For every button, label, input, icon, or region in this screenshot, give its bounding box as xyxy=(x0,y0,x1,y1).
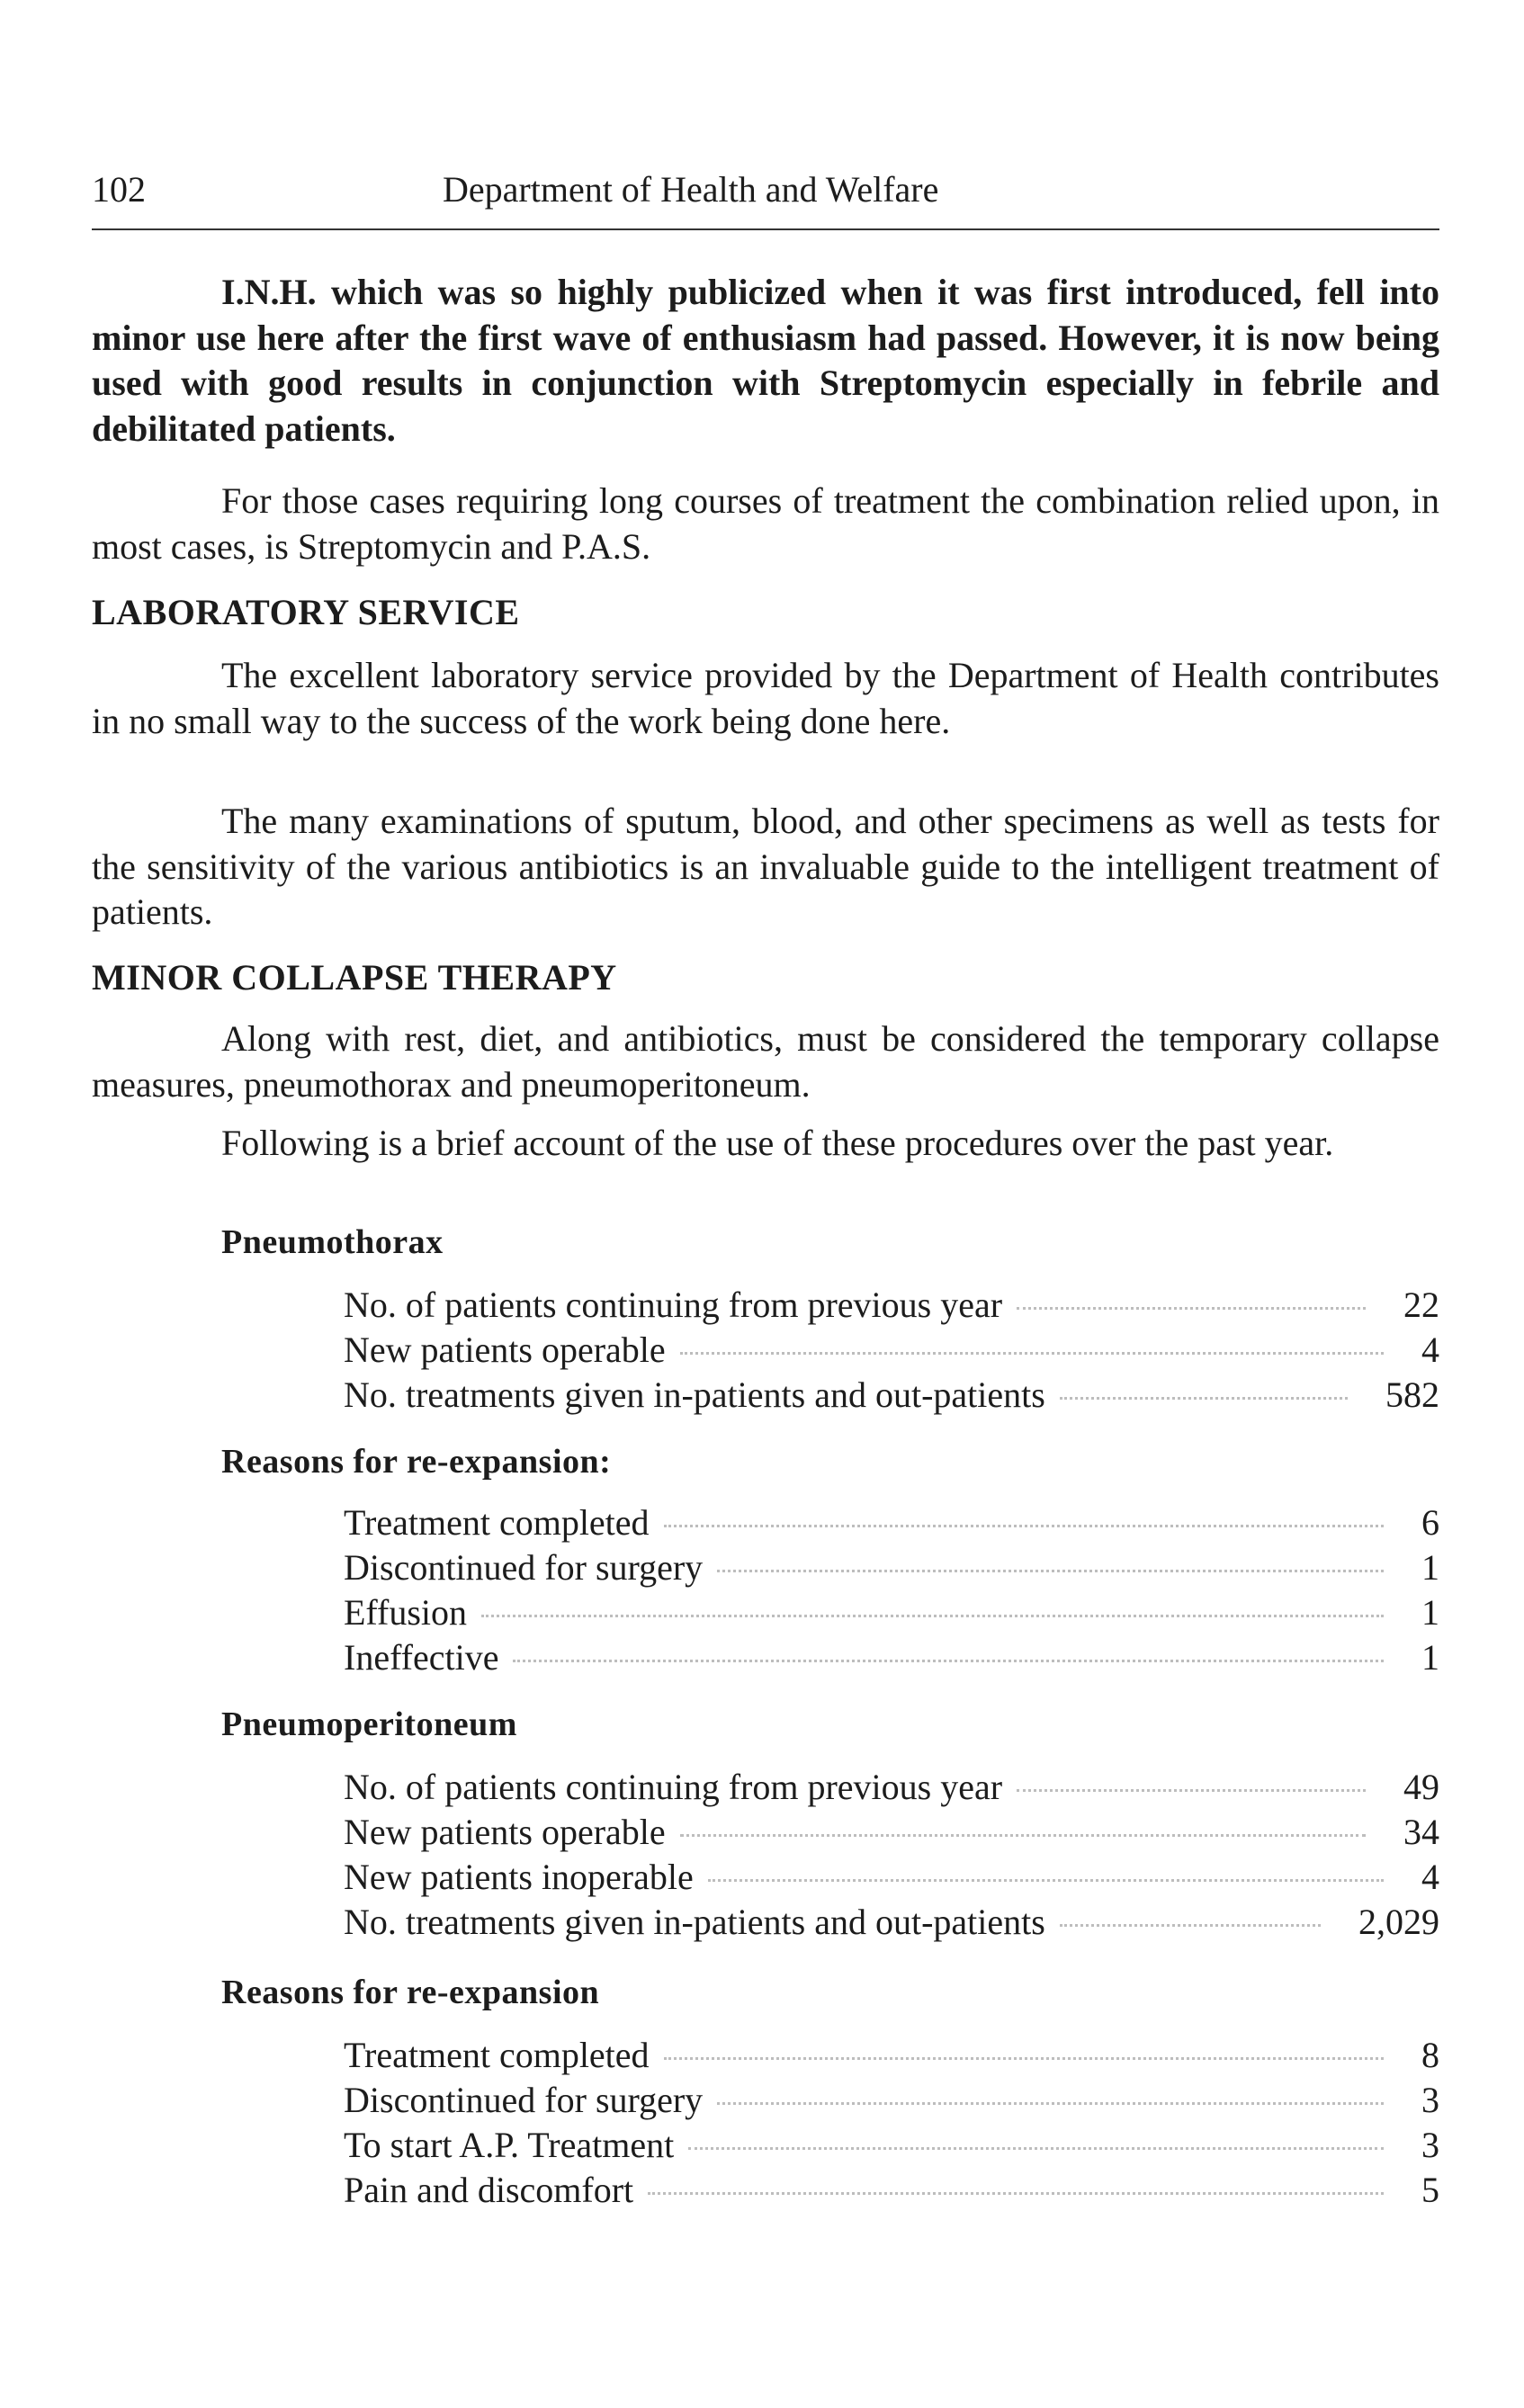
heading-minor-collapse-therapy: MINOR COLLAPSE THERAPY xyxy=(92,957,617,998)
table-row xyxy=(344,1283,1439,1328)
paragraph-long-courses-text: For those cases requiring long courses of treatment the combination relied upon, in most cases, is Streptomycin and P.A.S. xyxy=(92,480,1439,567)
row-label: Treatment completed xyxy=(344,2035,650,2075)
row-label: Ineffective xyxy=(344,1637,499,1678)
row-value: 49 xyxy=(1403,1767,1439,1807)
subheading-pneumoperitoneum-reasons: Reasons for re-expansion xyxy=(221,1974,600,2011)
running-title: Department of Health and Welfare xyxy=(443,169,939,210)
running-header xyxy=(92,167,1439,212)
table-row xyxy=(344,2123,1439,2168)
table-row xyxy=(344,1500,1439,1545)
row-value: 6 xyxy=(1421,1502,1439,1543)
header-rule xyxy=(92,228,1439,230)
dot-leader xyxy=(1060,1397,1348,1400)
subheading-pneumothorax: Pneumothorax xyxy=(221,1223,444,1261)
table-row xyxy=(344,2033,1439,2078)
pneumothorax-table xyxy=(344,1283,1439,1418)
dot-leader xyxy=(717,2102,1384,2105)
table-row xyxy=(344,1545,1439,1590)
heading-laboratory-service: LABORATORY SERVICE xyxy=(92,592,520,632)
table-row xyxy=(344,1590,1439,1635)
paragraph-long-courses xyxy=(92,479,1439,569)
dot-leader xyxy=(1017,1307,1366,1310)
pneumoperitoneum-reasons-table xyxy=(344,2033,1439,2213)
subheading-pneumothorax-reasons: Reasons for re-expansion: xyxy=(221,1443,612,1481)
table-row xyxy=(344,1855,1439,1900)
table-row xyxy=(344,2168,1439,2213)
table-row xyxy=(344,1373,1439,1418)
row-label: No. of patients continuing from previous year xyxy=(344,1285,1003,1325)
dot-leader xyxy=(1017,1789,1366,1792)
dot-leader xyxy=(664,1525,1384,1527)
row-value: 582 xyxy=(1385,1374,1439,1415)
dot-leader xyxy=(648,2192,1384,2195)
row-value: 5 xyxy=(1421,2170,1439,2210)
row-value: 1 xyxy=(1421,1637,1439,1678)
paragraph-inh-text: I.N.H. which was so highly publicized when it was first introduced, fell into minor use here after the first wave of enthusiasm had passed. However, it is now being used with good results in conjunction with Streptomycin especially in febrile and debilitated patients. xyxy=(92,272,1439,449)
dot-leader xyxy=(513,1660,1384,1662)
row-label: Discontinued for surgery xyxy=(344,1547,704,1588)
paragraph-lab-2 xyxy=(92,799,1439,935)
dot-leader xyxy=(664,2057,1384,2060)
dot-leader xyxy=(481,1615,1384,1617)
row-value: 4 xyxy=(1421,1329,1439,1370)
paragraph-lab-1-text: The excellent laboratory service provided by the Department of Health contributes in no small way to the success of the work being done here. xyxy=(92,655,1439,741)
row-label: New patients operable xyxy=(344,1812,666,1852)
row-label: No. treatments given in-patients and out-patients xyxy=(344,1902,1045,1942)
row-value: 34 xyxy=(1403,1812,1439,1852)
table-row xyxy=(344,1635,1439,1680)
dot-leader xyxy=(1060,1924,1321,1927)
row-value: 1 xyxy=(1421,1592,1439,1633)
dot-leader xyxy=(708,1879,1384,1882)
row-label: No. treatments given in-patients and out-patients xyxy=(344,1374,1045,1415)
row-label: Discontinued for surgery xyxy=(344,2080,704,2120)
row-label: No. of patients continuing from previous year xyxy=(344,1767,1003,1807)
row-label: Pain and discomfort xyxy=(344,2170,634,2210)
subheading-pneumoperitoneum: Pneumoperitoneum xyxy=(221,1705,517,1743)
dot-leader xyxy=(680,1834,1366,1837)
row-label: To start A.P. Treatment xyxy=(344,2125,675,2165)
row-label: New patients operable xyxy=(344,1329,666,1370)
dot-leader xyxy=(680,1352,1384,1355)
row-value: 2,029 xyxy=(1358,1902,1439,1942)
paragraph-inh xyxy=(92,270,1439,452)
row-value: 3 xyxy=(1421,2125,1439,2165)
row-value: 1 xyxy=(1421,1547,1439,1588)
row-label: Effusion xyxy=(344,1592,468,1633)
row-value: 4 xyxy=(1421,1857,1439,1897)
table-row xyxy=(344,1810,1439,1855)
paragraph-lab-1 xyxy=(92,653,1439,744)
table-row xyxy=(344,2078,1439,2123)
paragraph-lab-2-text: The many examinations of sputum, blood, and other specimens as well as tests for the sensitivity of the various antibiotics is an invaluable guide to the intelligent treatment of patients. xyxy=(92,801,1439,932)
paragraph-minor-1-text: Along with rest, diet, and antibiotics, must be considered the temporary collapse measures, pneumothorax and pneumoperitoneum. xyxy=(92,1018,1439,1105)
paragraph-minor-1 xyxy=(92,1016,1439,1107)
table-row xyxy=(344,1765,1439,1810)
paragraph-minor-2-text: Following is a brief account of the use of these procedures over the past year. xyxy=(221,1123,1334,1163)
dot-leader xyxy=(717,1570,1384,1572)
table-row xyxy=(344,1900,1439,1945)
page-number: 102 xyxy=(92,169,146,210)
paragraph-minor-2 xyxy=(92,1121,1439,1167)
table-row xyxy=(344,1328,1439,1373)
row-value: 3 xyxy=(1421,2080,1439,2120)
dot-leader xyxy=(688,2147,1384,2150)
row-label: New patients inoperable xyxy=(344,1857,694,1897)
pneumoperitoneum-table xyxy=(344,1765,1439,1945)
row-value: 22 xyxy=(1403,1285,1439,1325)
row-value: 8 xyxy=(1421,2035,1439,2075)
row-label: Treatment completed xyxy=(344,1502,650,1543)
pneumothorax-reasons-table xyxy=(344,1500,1439,1680)
